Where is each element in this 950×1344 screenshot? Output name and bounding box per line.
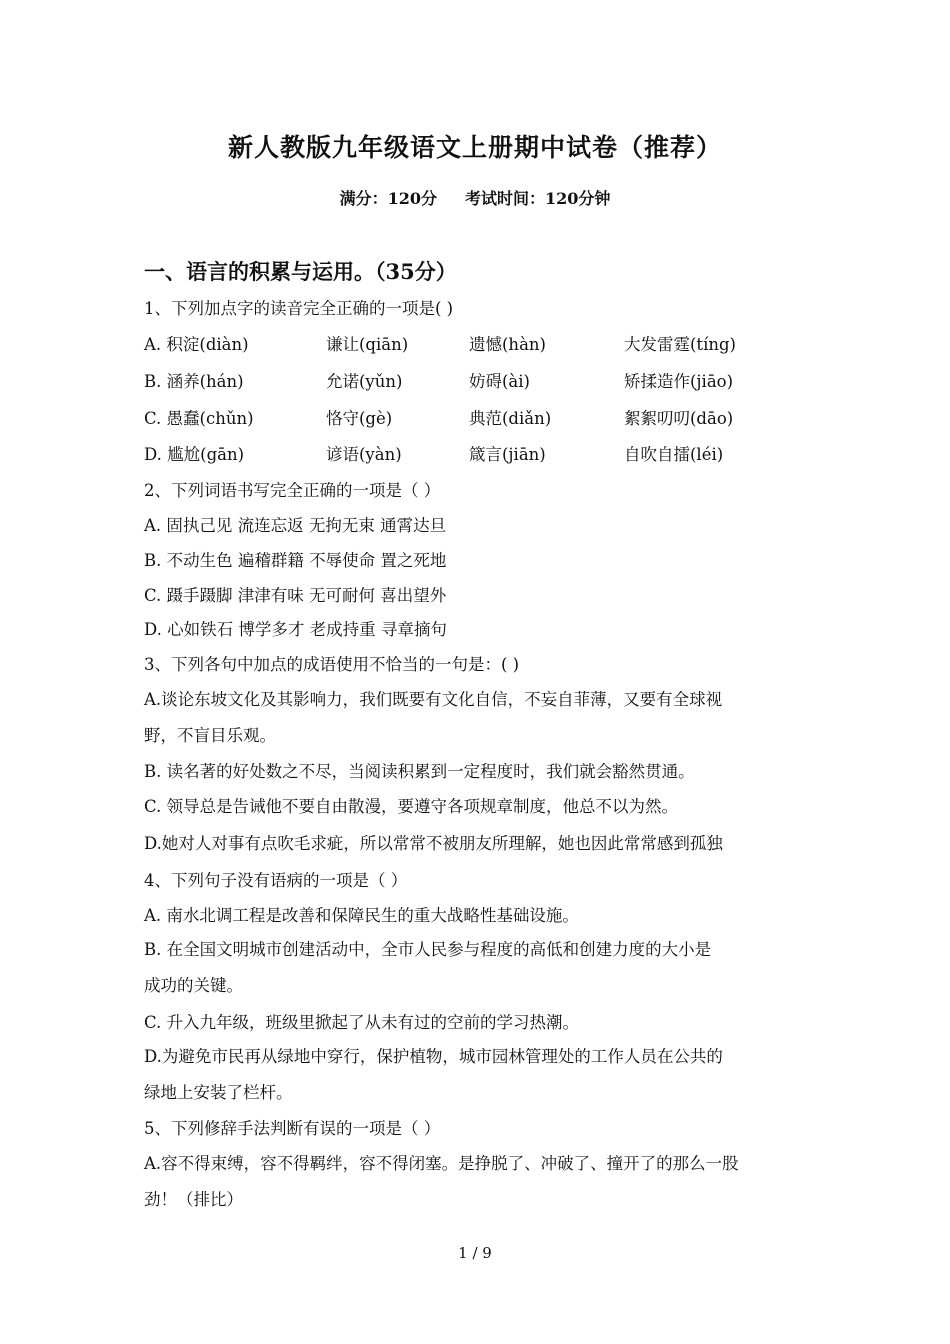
q2-option: A. 固执己见 流连忘返 无拘无束 通霄达旦: [144, 516, 447, 535]
q4-option: B. 在全国文明城市创建活动中，全市人民参与程度的高低和创建力度的大小是: [144, 940, 712, 959]
q2-option: B. 不动生色 遍稽群籍 不辱使命 置之死地: [144, 551, 447, 570]
q1-option-cell: 大发雷霆(tíng): [624, 335, 736, 354]
question-2-stem: 2、下列词语书写完全正确的一项是（ ）: [144, 481, 441, 500]
q1-option-cell: 谦让(qiān): [326, 335, 409, 354]
exam-title: 新人教版九年级语文上册期中试卷（推荐）: [227, 133, 722, 162]
q4-option: C. 升入九年级，班级里掀起了从未有过的空前的学习热潮。: [144, 1013, 580, 1032]
q1-option-cell: 谚语(yàn): [326, 445, 402, 464]
q4-option: A. 南水北调工程是改善和保障民生的重大战略性基础设施。: [144, 906, 579, 925]
q1-option-cell: 允诺(yǔn): [326, 372, 403, 391]
question-5-stem: 5、下列修辞手法判断有误的一项是（ ）: [144, 1119, 441, 1138]
exam-subtitle: [0, 186, 950, 209]
q3-option: B. 读名著的好处数之不尽，当阅读积累到一定程度时，我们就会豁然贯通。: [144, 762, 695, 781]
q1-option-cell: B. 涵养(hán): [144, 372, 244, 391]
q1-option-cell: 自吹自擂(léi): [624, 445, 724, 464]
exam-duration: 考试时间：120分钟: [465, 189, 611, 208]
section-heading: 一、语言的积累与运用。（35分）: [144, 259, 457, 284]
q3-option: 野，不盲目乐观。: [144, 726, 276, 745]
q1-option-cell: 遗憾(hàn): [469, 335, 546, 354]
q2-option: C. 蹑手蹑脚 津津有味 无可耐何 喜出望外: [144, 586, 447, 605]
full-score: 满分：120分: [339, 189, 437, 208]
q1-option-cell: A. 积淀(diàn): [144, 335, 249, 354]
q5-option: A.容不得束缚，容不得羁绊，容不得闭塞。是挣脱了、冲破了、撞开了的那么一股: [144, 1154, 739, 1173]
q4-option: 绿地上安装了栏杆。: [144, 1083, 293, 1102]
q1-option-cell: 絮絮叨叨(dāo): [624, 409, 734, 428]
q1-option-cell: 典范(diǎn): [469, 409, 552, 428]
q1-option-cell: 妨碍(ài): [469, 372, 530, 391]
question-4-stem: 4、下列句子没有语病的一项是（ ）: [144, 871, 408, 890]
q1-option-cell: D. 尴尬(gān): [144, 445, 245, 464]
q5-option: 劲！（排比）: [144, 1190, 243, 1209]
q3-option: D.她对人对事有点吹毛求疵，所以常常不被朋友所理解，她也因此常常感到孤独: [144, 834, 723, 853]
q4-option: D.为避免市民再从绿地中穿行，保护植物，城市园林管理处的工作人员在公共的: [144, 1047, 723, 1066]
question-1-stem: 1、下列加点字的读音完全正确的一项是( ): [144, 299, 454, 318]
q1-option-cell: 恪守(gè): [326, 409, 393, 428]
q2-option: D. 心如铁石 博学多才 老成持重 寻章摘句: [144, 620, 447, 639]
q4-option: 成功的关键。: [144, 976, 243, 995]
q3-option: A.谈论东坡文化及其影响力，我们既要有文化自信，不妄自菲薄，又要有全球视: [144, 690, 723, 709]
q1-option-cell: 矫揉造作(jiāo): [624, 372, 734, 391]
q3-option: C. 领导总是告诫他不要自由散漫，要遵守各项规章制度，他总不以为然。: [144, 797, 679, 816]
page-number: 1 / 9: [458, 1244, 492, 1262]
q1-option-cell: 箴言(jiān): [469, 445, 546, 464]
question-3-stem: 3、下列各句中加点的成语使用不恰当的一句是：( ): [144, 655, 520, 674]
q1-option-cell: C. 愚蠢(chǔn): [144, 409, 254, 428]
